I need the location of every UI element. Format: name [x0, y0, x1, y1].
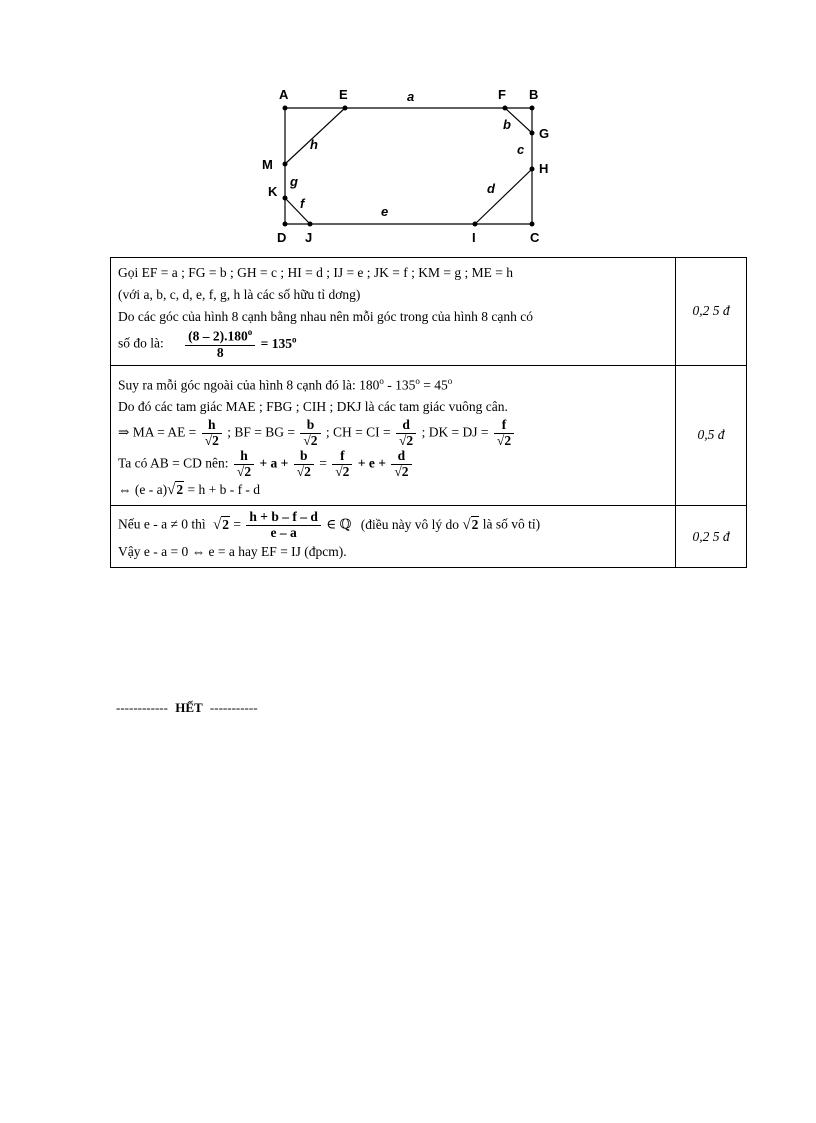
end-marker: ------------ HẾT -----------: [116, 700, 258, 715]
score-cell: 0,2 5 đ: [676, 258, 747, 366]
score-cell: 0,5 đ: [676, 365, 747, 506]
point-label: C: [530, 230, 540, 245]
text-line: Suy ra mỗi góc ngoài của hình 8 cạnh đó là: $180^o - 135^o = 45^o$: [118, 375, 453, 392]
side-label: b: [503, 117, 511, 132]
point-label: K: [268, 184, 278, 199]
point-label: E: [339, 87, 348, 102]
side-label: f: [300, 196, 305, 211]
point-label: A: [279, 87, 289, 102]
side-label: e: [381, 204, 389, 219]
text-line: Gọi EF = a ; FG = b ; GH = c ; HI = d ; IJ = e ; JK = f ; KM = g ; ME = h: [118, 265, 514, 280]
formula-line: [118, 328, 669, 361]
table-row: [111, 258, 747, 366]
text-line: Do các góc của hình 8 cạnh bằng nhau nên mỗi góc trong của hình 8 cạnh có: [118, 309, 533, 324]
formula-line: Vậy e - a = 0 ⇔ e = a hay EF = IJ (đpcm).: [118, 544, 347, 560]
side-label: a: [407, 89, 415, 104]
formula-line: ⇒ MA = AE = $\frac{h}{√2}$ ; BF = BG = $\frac{b}{√2}$ ; CH = CI = $\frac{d}{√2}$ ; DK = DJ = $\frac{f}{√2}$: [118, 418, 669, 449]
score-cell: 0,2 5 đ: [676, 506, 747, 568]
text-line: (với a, b, c, d, e, f, g, h là các số hữu tỉ dơng): [118, 287, 361, 302]
solution-cell: [111, 365, 676, 506]
formula-line: Nếu e - a ≠ 0 thì √2 = $\frac{h + b - f - d}{e - a}$ ∈ ℚ (điều này vô lý do √2 là số vô tỉ): [118, 509, 541, 541]
side-label: h: [310, 137, 318, 152]
point-label: F: [498, 87, 506, 102]
not-equal-icon: ≠: [170, 516, 178, 532]
end-word: HẾT: [175, 700, 203, 715]
table-row: [111, 365, 747, 506]
frac-denominator: 8: [216, 344, 224, 360]
iff-icon: ⇔: [118, 482, 132, 498]
solution-cell: [111, 506, 676, 568]
solution-cell: [111, 258, 676, 366]
solution-table: [110, 257, 747, 568]
text-line: Do đó các tam giác MAE ; FBG ; CIH ; DKJ là các tam giác vuông cân.: [118, 399, 508, 414]
point-label: J: [305, 230, 313, 245]
point-label: M: [262, 157, 273, 172]
point-label: H: [539, 161, 549, 176]
point-label: G: [539, 126, 550, 141]
side-label: c: [517, 142, 525, 157]
table-row: [111, 506, 747, 568]
point-label: D: [277, 230, 287, 245]
side-label: g: [290, 174, 298, 189]
point-label: B: [529, 87, 539, 102]
formula-line: Ta có AB = CD nên: $\frac{h}{√2}$ + a + $\frac{b}{√2}$ = $\frac{f}{√2}$ + e + $\frac{d}{√2}$: [118, 449, 669, 480]
side-label: d: [487, 181, 495, 196]
iff-icon: ⇔: [191, 544, 206, 560]
point-label: I: [472, 230, 476, 245]
implies-icon: ⇒: [118, 424, 130, 440]
formula-line: ⇔ (e - a)√2 = h + b - f - d: [118, 482, 261, 499]
octagon-figure: [255, 80, 565, 250]
result: = $135^o$: [260, 334, 297, 351]
frac-numerator: (8 – 2).180: [188, 328, 248, 344]
fraction: $\frac{(8 - 2).180^o}{8}$: [185, 328, 255, 360]
text-fragment: số đo là:: [118, 335, 164, 351]
